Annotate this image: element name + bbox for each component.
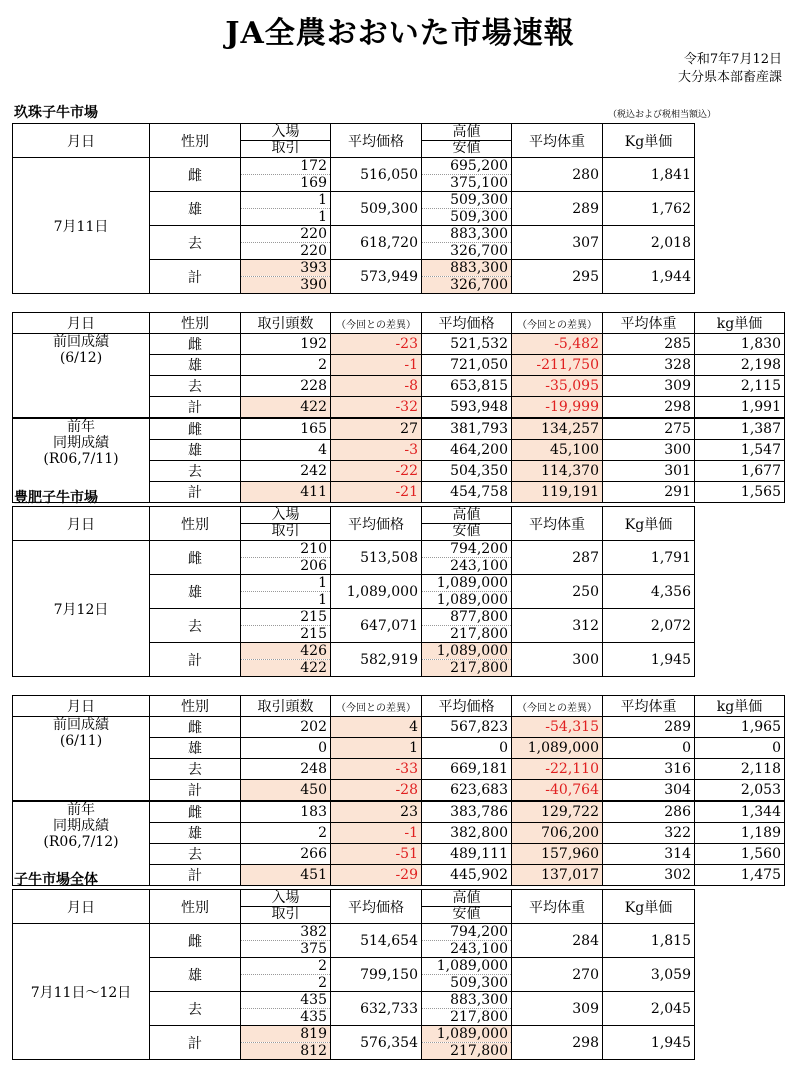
tax-note: （税込および税相当額込）	[608, 110, 717, 120]
col-header-entry-trade: 入場 取引	[241, 890, 331, 924]
trade-count: 220	[241, 243, 331, 260]
avg-weight: 307	[512, 226, 603, 260]
report-date: 令和7年7月12日	[683, 52, 782, 67]
low-price: 326,700	[422, 243, 512, 260]
table-row	[13, 801, 785, 823]
entry-count: 215	[241, 609, 331, 626]
kg-price: 2,045	[603, 992, 695, 1026]
price-diff: 114,370	[512, 461, 603, 482]
high-price: 883,300	[422, 260, 512, 277]
avg-weight: 250	[512, 575, 603, 609]
price-diff: 129,722	[512, 801, 603, 823]
entry-count: 220	[241, 226, 331, 243]
avg-price: 623,683	[422, 780, 512, 802]
col-header-avg-weight: 平均体重	[603, 313, 695, 334]
entry-count: 1	[241, 575, 331, 592]
avg-price: 514,654	[331, 924, 422, 958]
kg-price: 1,945	[603, 643, 695, 677]
entry-count: 435	[241, 992, 331, 1009]
kg-price: 0	[695, 738, 785, 759]
sex-cell: 雌	[150, 418, 241, 440]
trade-count: 435	[241, 1009, 331, 1026]
avg-weight: 316	[603, 759, 695, 780]
kg-price: 1,762	[603, 192, 695, 226]
price-diff: -211,750	[512, 355, 603, 376]
col-header-avg-price: 平均価格	[331, 124, 422, 158]
sex-cell: 雌	[150, 801, 241, 823]
avg-price: 632,733	[331, 992, 422, 1026]
avg-weight: 270	[512, 958, 603, 992]
col-header-date: 月日	[13, 124, 150, 158]
entry-count: 1	[241, 192, 331, 209]
head-diff: 23	[331, 801, 422, 823]
col-header-date: 月日	[13, 313, 150, 334]
avg-weight: 312	[512, 609, 603, 643]
avg-weight: 302	[603, 865, 695, 886]
avg-price: 1,089,000	[331, 575, 422, 609]
high-price: 1,089,000	[422, 643, 512, 660]
col-header-entry-trade: 入場 取引	[241, 124, 331, 158]
trade-head: 192	[241, 334, 331, 355]
kg-price: 1,965	[695, 717, 785, 738]
col-header-diff-head: （今回との差異）	[331, 696, 422, 717]
head-diff: -28	[331, 780, 422, 802]
trade-count: 206	[241, 558, 331, 575]
prev-label: 前回成績 (6/11)	[13, 717, 150, 802]
trade-head: 4	[241, 440, 331, 461]
avg-price: 381,793	[422, 418, 512, 440]
trade-head: 183	[241, 801, 331, 823]
col-header-kg-price: kg単価	[695, 696, 785, 717]
low-price: 375,100	[422, 175, 512, 192]
sex-cell: 去	[150, 844, 241, 865]
col-header-avg-price: 平均価格	[422, 696, 512, 717]
avg-price: 721,050	[422, 355, 512, 376]
kg-price: 1,991	[695, 397, 785, 419]
trade-head: 248	[241, 759, 331, 780]
head-diff: -8	[331, 376, 422, 397]
low-price: 509,300	[422, 209, 512, 226]
sex-cell: 雄	[150, 355, 241, 376]
low-price: 217,800	[422, 1009, 512, 1026]
market-date: 7月12日	[13, 541, 150, 677]
kg-price: 1,791	[603, 541, 695, 575]
trade-count: 2	[241, 975, 331, 992]
avg-price: 521,532	[422, 334, 512, 355]
trade-count: 1	[241, 592, 331, 609]
price-diff: 157,960	[512, 844, 603, 865]
avg-weight: 284	[512, 924, 603, 958]
avg-weight: 314	[603, 844, 695, 865]
sex-cell: 雌	[150, 158, 241, 192]
avg-price: 445,902	[422, 865, 512, 886]
trade-count: 215	[241, 626, 331, 643]
head-diff: -32	[331, 397, 422, 419]
avg-price: 593,948	[422, 397, 512, 419]
col-header-high-low: 高値 安値	[422, 890, 512, 924]
price-diff: -19,999	[512, 397, 603, 419]
col-header-avg-price: 平均価格	[331, 507, 422, 541]
sex-cell: 計	[150, 865, 241, 886]
sex-cell: 雄	[150, 192, 241, 226]
col-header-date: 月日	[13, 890, 150, 924]
col-header-sex: 性別	[150, 696, 241, 717]
trade-head: 266	[241, 844, 331, 865]
entry-count: 2	[241, 958, 331, 975]
low-price: 217,800	[422, 660, 512, 677]
kg-price: 3,059	[603, 958, 695, 992]
sex-cell: 計	[150, 1026, 241, 1060]
head-diff: -1	[331, 823, 422, 844]
sex-cell: 雄	[150, 440, 241, 461]
col-header-trade-head: 取引頭数	[241, 313, 331, 334]
col-header-sex: 性別	[150, 507, 241, 541]
low-price: 243,100	[422, 941, 512, 958]
sex-cell: 雄	[150, 823, 241, 844]
head-diff: -29	[331, 865, 422, 886]
trade-head: 202	[241, 717, 331, 738]
col-header-high-low: 高値 安値	[422, 124, 512, 158]
kg-price: 1,944	[603, 260, 695, 294]
trade-head: 228	[241, 376, 331, 397]
avg-weight: 295	[512, 260, 603, 294]
table-row	[13, 418, 785, 440]
kg-price: 2,118	[695, 759, 785, 780]
kg-price: 1,547	[695, 440, 785, 461]
sex-cell: 去	[150, 461, 241, 482]
kg-price: 2,115	[695, 376, 785, 397]
col-header-sex: 性別	[150, 313, 241, 334]
avg-weight: 309	[512, 992, 603, 1026]
sex-cell: 去	[150, 759, 241, 780]
kg-price: 1,945	[603, 1026, 695, 1060]
price-diff: -35,095	[512, 376, 603, 397]
avg-weight: 298	[512, 1026, 603, 1060]
sex-cell: 雌	[150, 541, 241, 575]
col-header-sex: 性別	[150, 890, 241, 924]
kg-price: 2,198	[695, 355, 785, 376]
col-header-avg-weight: 平均体重	[603, 696, 695, 717]
high-price: 509,300	[422, 192, 512, 209]
sex-cell: 雄	[150, 575, 241, 609]
trade-count: 169	[241, 175, 331, 192]
kg-price: 1,841	[603, 158, 695, 192]
avg-price: 669,181	[422, 759, 512, 780]
trade-head: 242	[241, 461, 331, 482]
avg-price: 509,300	[331, 192, 422, 226]
avg-weight: 328	[603, 355, 695, 376]
price-diff: 134,257	[512, 418, 603, 440]
col-header-diff-head: （今回との差異）	[331, 313, 422, 334]
kg-price: 1,387	[695, 418, 785, 440]
entry-count: 382	[241, 924, 331, 941]
trade-head: 0	[241, 738, 331, 759]
avg-price: 516,050	[331, 158, 422, 192]
page-title: JA全農おおいた市場速報	[225, 16, 575, 51]
price-diff: 1,089,000	[512, 738, 603, 759]
avg-price: 383,786	[422, 801, 512, 823]
low-price: 1,089,000	[422, 592, 512, 609]
section-title-bungo: 豊肥子牛市場	[14, 490, 98, 506]
col-header-kg-price: kg単価	[695, 313, 785, 334]
col-header-kg-price: Kg単価	[603, 890, 695, 924]
col-header-entry-trade: 入場 取引	[241, 507, 331, 541]
col-header-avg-price: 平均価格	[422, 313, 512, 334]
market-date: 7月11日～12日	[13, 924, 150, 1060]
avg-weight: 322	[603, 823, 695, 844]
low-price: 217,800	[422, 1043, 512, 1060]
kg-price: 1,189	[695, 823, 785, 844]
price-diff: -54,315	[512, 717, 603, 738]
avg-weight: 285	[603, 334, 695, 355]
last-year-label: 前年 同期成績 (R06,7/12)	[13, 801, 150, 886]
sex-cell: 雌	[150, 924, 241, 958]
avg-price: 504,350	[422, 461, 512, 482]
head-diff: 27	[331, 418, 422, 440]
trade-head: 422	[241, 397, 331, 419]
kg-price: 1,815	[603, 924, 695, 958]
col-header-kg-price: Kg単価	[603, 124, 695, 158]
avg-price: 0	[422, 738, 512, 759]
high-price: 794,200	[422, 541, 512, 558]
summary-table-kokonoe	[12, 123, 785, 294]
col-header-avg-weight: 平均体重	[512, 507, 603, 541]
market-date: 7月11日	[13, 158, 150, 294]
sex-cell: 計	[150, 780, 241, 802]
trade-head: 451	[241, 865, 331, 886]
high-price: 794,200	[422, 924, 512, 941]
high-price: 695,200	[422, 158, 512, 175]
avg-weight: 287	[512, 541, 603, 575]
avg-price: 799,150	[331, 958, 422, 992]
kg-price: 1,830	[695, 334, 785, 355]
avg-price: 582,919	[331, 643, 422, 677]
col-header-diff-price: （今回との差異）	[512, 313, 603, 334]
head-diff: -1	[331, 355, 422, 376]
avg-price: 454,758	[422, 482, 512, 503]
table-row	[13, 158, 785, 175]
avg-weight: 309	[603, 376, 695, 397]
avg-price: 464,200	[422, 440, 512, 461]
low-price: 243,100	[422, 558, 512, 575]
sex-cell: 去	[150, 226, 241, 260]
kg-price: 2,072	[603, 609, 695, 643]
department: 大分県本部畜産課	[677, 70, 782, 85]
high-price: 877,800	[422, 609, 512, 626]
col-header-avg-weight: 平均体重	[512, 124, 603, 158]
avg-weight: 289	[512, 192, 603, 226]
sex-cell: 雄	[150, 958, 241, 992]
kg-price: 2,053	[695, 780, 785, 802]
entry-count: 172	[241, 158, 331, 175]
head-diff: 4	[331, 717, 422, 738]
avg-weight: 280	[512, 158, 603, 192]
avg-weight: 298	[603, 397, 695, 419]
high-price: 1,089,000	[422, 1026, 512, 1043]
col-header-high-low: 高値 安値	[422, 507, 512, 541]
avg-weight: 304	[603, 780, 695, 802]
avg-price: 382,800	[422, 823, 512, 844]
high-price: 883,300	[422, 992, 512, 1009]
kg-price: 1,560	[695, 844, 785, 865]
last-year-label: 前年 同期成績 (R06,7/11)	[13, 418, 150, 503]
avg-weight: 289	[603, 717, 695, 738]
price-diff: 119,191	[512, 482, 603, 503]
kg-price: 1,565	[695, 482, 785, 503]
avg-weight: 0	[603, 738, 695, 759]
avg-weight: 291	[603, 482, 695, 503]
head-diff: -22	[331, 461, 422, 482]
entry-count: 426	[241, 643, 331, 660]
entry-count: 210	[241, 541, 331, 558]
section-title-kokonoe: 玖珠子牛市場	[14, 105, 98, 121]
avg-price: 489,111	[422, 844, 512, 865]
trade-head: 2	[241, 355, 331, 376]
avg-price: 576,354	[331, 1026, 422, 1060]
avg-weight: 286	[603, 801, 695, 823]
comparison-table-bungo	[12, 695, 785, 886]
table-row	[13, 924, 785, 941]
trade-count: 390	[241, 277, 331, 294]
sex-cell: 去	[150, 609, 241, 643]
kg-price: 1,677	[695, 461, 785, 482]
section-title-total: 子牛市場全体	[14, 872, 98, 888]
price-diff: -5,482	[512, 334, 603, 355]
col-header-trade-head: 取引頭数	[241, 696, 331, 717]
price-diff: -22,110	[512, 759, 603, 780]
trade-head: 450	[241, 780, 331, 802]
low-price: 509,300	[422, 975, 512, 992]
avg-price: 513,508	[331, 541, 422, 575]
trade-count: 1	[241, 209, 331, 226]
sex-cell: 計	[150, 482, 241, 503]
sex-cell: 計	[150, 260, 241, 294]
kg-price: 1,344	[695, 801, 785, 823]
summary-table-total	[12, 889, 785, 1060]
trade-head: 2	[241, 823, 331, 844]
price-diff: -40,764	[512, 780, 603, 802]
trade-count: 375	[241, 941, 331, 958]
avg-weight: 275	[603, 418, 695, 440]
avg-price: 653,815	[422, 376, 512, 397]
col-header-date: 月日	[13, 696, 150, 717]
high-price: 1,089,000	[422, 958, 512, 975]
low-price: 326,700	[422, 277, 512, 294]
avg-weight: 300	[512, 643, 603, 677]
trade-count: 812	[241, 1043, 331, 1060]
col-header-sex: 性別	[150, 124, 241, 158]
sex-cell: 去	[150, 376, 241, 397]
head-diff: 1	[331, 738, 422, 759]
prev-label: 前回成績 (6/12)	[13, 334, 150, 419]
sex-cell: 去	[150, 992, 241, 1026]
avg-price: 618,720	[331, 226, 422, 260]
sex-cell: 雌	[150, 334, 241, 355]
avg-price: 567,823	[422, 717, 512, 738]
comparison-table-kokonoe	[12, 312, 785, 503]
avg-price: 647,071	[331, 609, 422, 643]
trade-count: 422	[241, 660, 331, 677]
low-price: 217,800	[422, 626, 512, 643]
price-diff: 45,100	[512, 440, 603, 461]
kg-price: 2,018	[603, 226, 695, 260]
table-row	[13, 334, 785, 355]
col-header-avg-price: 平均価格	[331, 890, 422, 924]
kg-price: 1,475	[695, 865, 785, 886]
sex-cell: 雄	[150, 738, 241, 759]
sex-cell: 計	[150, 397, 241, 419]
table-row	[13, 541, 785, 558]
col-header-avg-weight: 平均体重	[512, 890, 603, 924]
avg-price: 573,949	[331, 260, 422, 294]
summary-table-bungo	[12, 506, 785, 677]
col-header-date: 月日	[13, 507, 150, 541]
head-diff: -23	[331, 334, 422, 355]
avg-weight: 300	[603, 440, 695, 461]
sex-cell: 計	[150, 643, 241, 677]
table-row	[13, 717, 785, 738]
kg-price: 4,356	[603, 575, 695, 609]
avg-weight: 301	[603, 461, 695, 482]
sex-cell: 雌	[150, 717, 241, 738]
col-header-diff-price: （今回との差異）	[512, 696, 603, 717]
trade-head: 165	[241, 418, 331, 440]
price-diff: 137,017	[512, 865, 603, 886]
col-header-kg-price: Kg単価	[603, 507, 695, 541]
high-price: 1,089,000	[422, 575, 512, 592]
head-diff: -33	[331, 759, 422, 780]
high-price: 883,300	[422, 226, 512, 243]
head-diff: -51	[331, 844, 422, 865]
price-diff: 706,200	[512, 823, 603, 844]
head-diff: -21	[331, 482, 422, 503]
trade-head: 411	[241, 482, 331, 503]
head-diff: -3	[331, 440, 422, 461]
entry-count: 393	[241, 260, 331, 277]
entry-count: 819	[241, 1026, 331, 1043]
